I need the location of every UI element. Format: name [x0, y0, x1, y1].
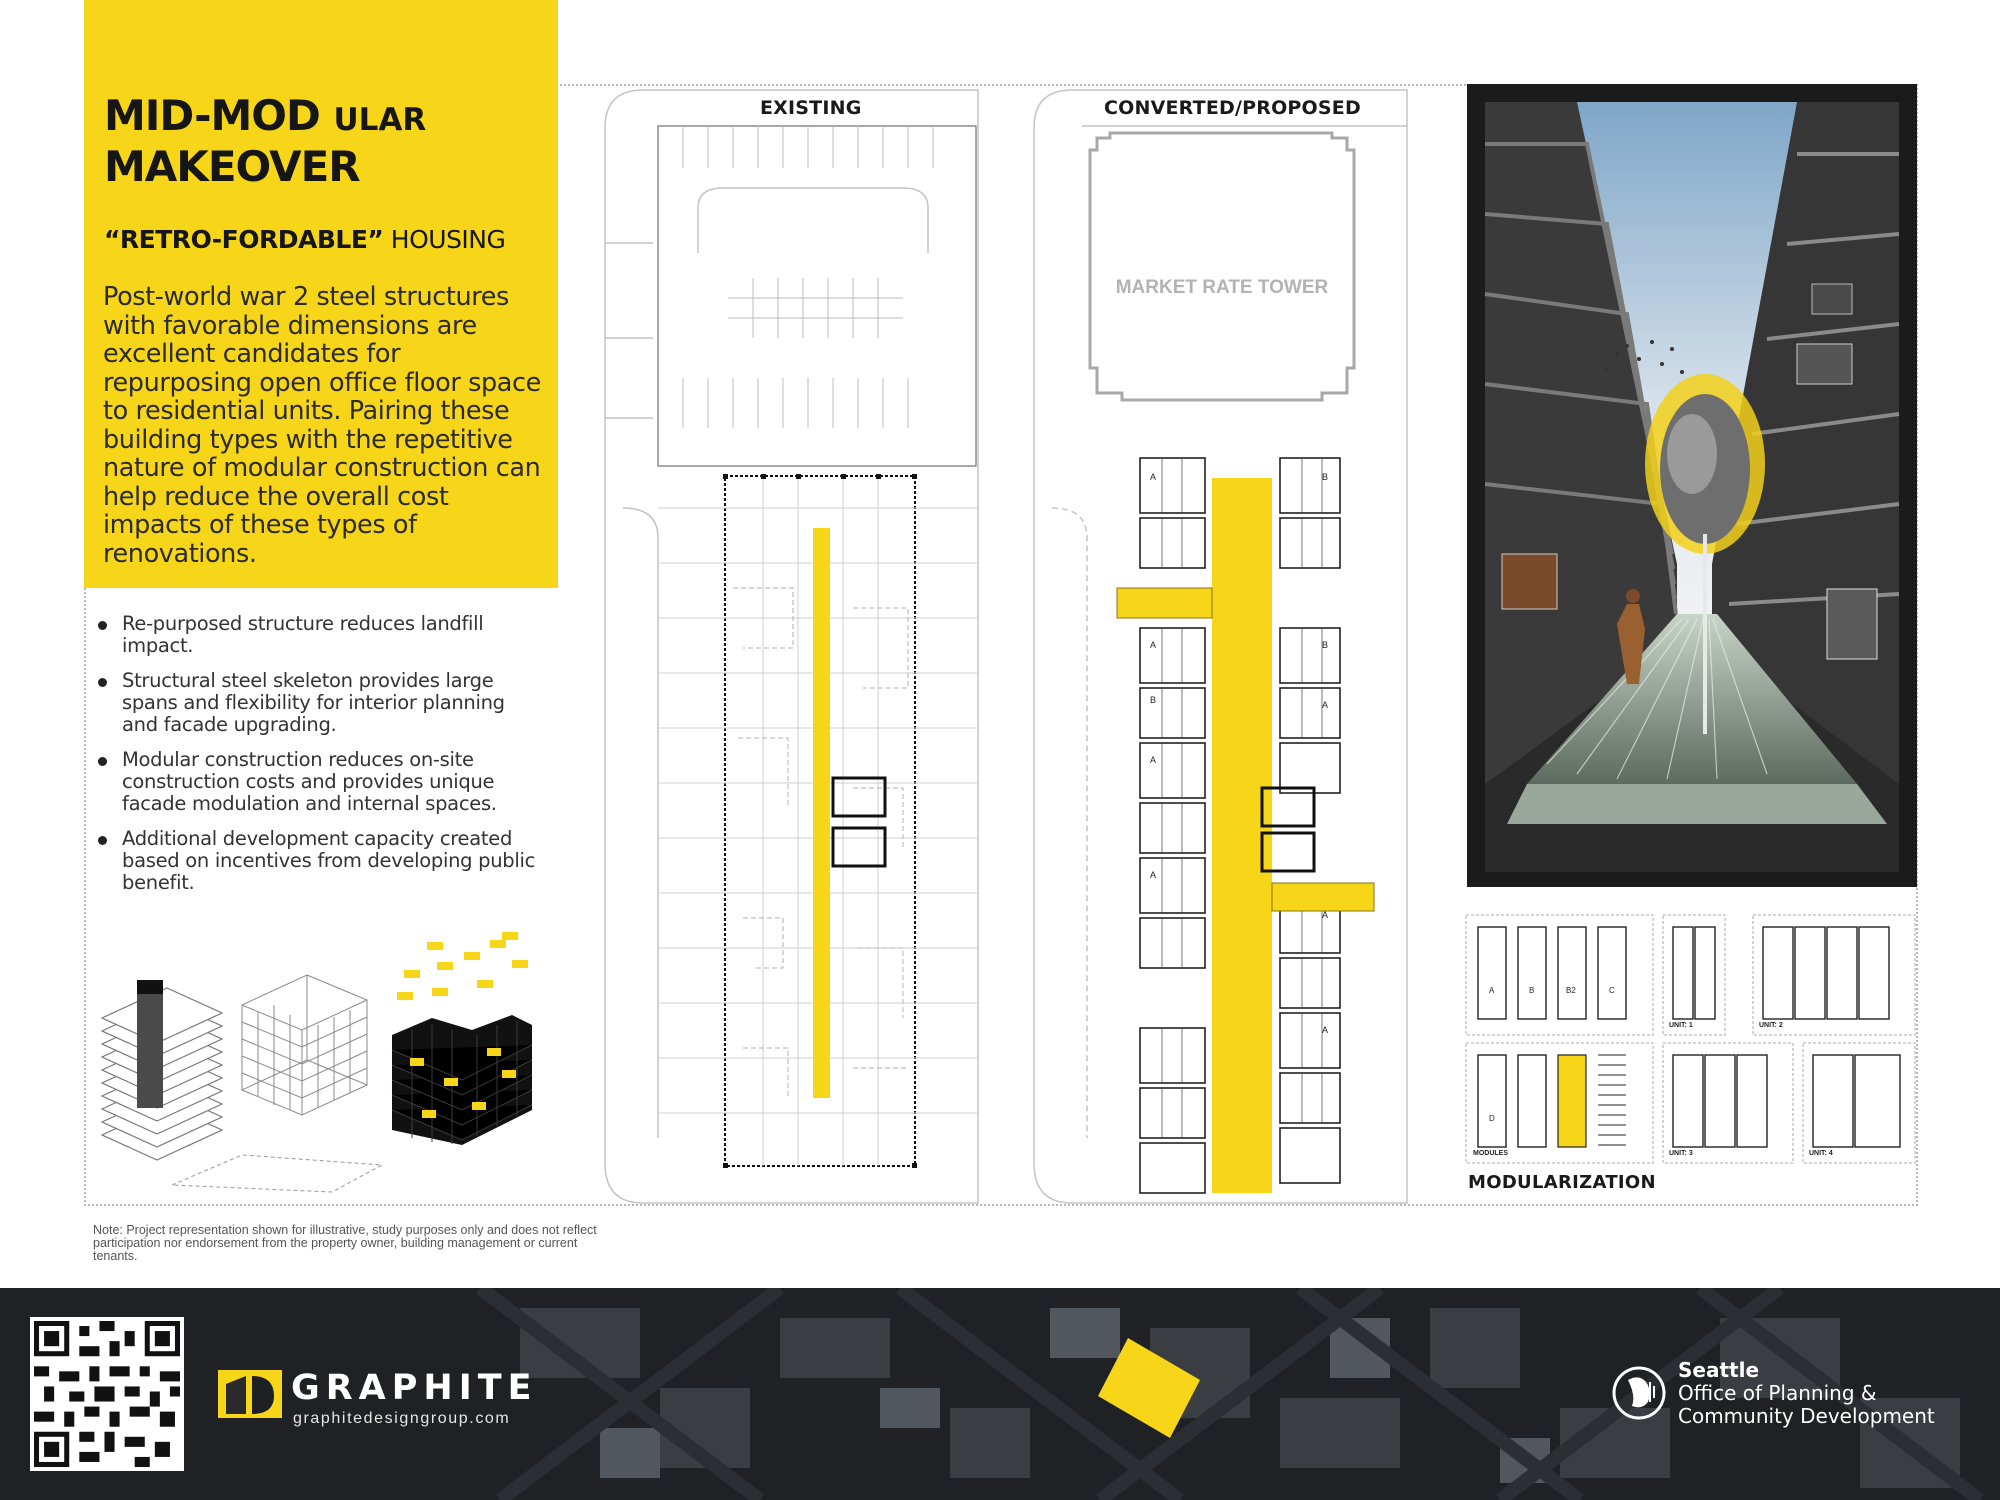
- graphite-logo-icon: [218, 1370, 282, 1418]
- modularization-title: MODULARIZATION: [1468, 1172, 1656, 1193]
- title-line1-suffix: ULAR: [333, 102, 427, 138]
- disclaimer-note: Note: Project representation shown for illustrative, study purposes only and does not reflect participation nor endorsement from the property owner, building management or current tenants.: [93, 1223, 597, 1263]
- firm-url[interactable]: graphitedesigngroup.com: [293, 1410, 511, 1427]
- board-subtitle: [104, 225, 505, 254]
- svg-text:A: A: [1150, 472, 1157, 482]
- footer-bar: [0, 1288, 2000, 1500]
- subtitle-quoted: “RETRO-FORDABLE”: [104, 225, 384, 254]
- qr-code-icon: [34, 1321, 180, 1467]
- agency-line2: Community Development: [1678, 1404, 1935, 1428]
- module-letter: C: [1609, 986, 1615, 995]
- unit-label: UNIT: 3: [1669, 1150, 1693, 1157]
- site-boundary: [605, 90, 978, 1203]
- svg-text:B: B: [1150, 695, 1157, 705]
- steel-frame: [242, 975, 367, 1115]
- modularization-diagram: [1463, 905, 1917, 1167]
- module-corridor: [1558, 1055, 1586, 1147]
- agency-line1: Office of Planning &: [1678, 1381, 1877, 1405]
- svg-text:A: A: [1322, 1025, 1329, 1035]
- bullet-item: Modular construction reduces on-site construction costs and provides unique facade modulation and internal spaces.: [96, 749, 546, 815]
- title-line1: MID-MOD: [104, 91, 320, 140]
- module-letter: B2: [1566, 986, 1576, 995]
- perspective-rendering: [1467, 84, 1917, 887]
- qr-code[interactable]: [30, 1317, 184, 1471]
- unit-label: MODULES: [1473, 1150, 1508, 1157]
- proposed-plan-title: CONVERTED/PROPOSED: [1104, 97, 1361, 119]
- site-outline: [172, 1155, 382, 1192]
- svg-text:A: A: [1322, 700, 1329, 710]
- existing-corridor: [813, 528, 830, 1098]
- bullet-item: Re-purposed structure reduces landfill impact.: [96, 613, 546, 657]
- unit-label: UNIT: 2: [1759, 1022, 1783, 1029]
- firm-name: GRAPHITE: [291, 1368, 538, 1408]
- existing-floor-plan: [603, 88, 983, 1206]
- tree-trunk: [1703, 534, 1707, 734]
- module-drawings: [1478, 927, 1900, 1147]
- stack-core: [137, 988, 163, 1108]
- svg-text:A: A: [1150, 870, 1157, 880]
- amenity-deck-lower: [1272, 883, 1374, 911]
- title-line2: MAKEOVER: [104, 142, 360, 191]
- parking-structure: [658, 126, 976, 466]
- existing-plan-title: EXISTING: [760, 97, 862, 119]
- module-letter: A: [1489, 986, 1495, 995]
- module-letter: D: [1489, 1114, 1495, 1123]
- axonometric-diagram: [92, 930, 572, 1200]
- bullet-list: [96, 613, 546, 907]
- agency-name: [1678, 1359, 1935, 1428]
- existing-core-1: [833, 778, 885, 816]
- seattle-seal-icon: [1612, 1366, 1666, 1420]
- svg-text:A: A: [1150, 640, 1157, 650]
- amenity-deck-upper: [1117, 588, 1212, 618]
- market-rate-tower: [1090, 133, 1354, 400]
- unit-label: UNIT: 1: [1669, 1022, 1693, 1029]
- intro-paragraph: Post-world war 2 steel structures with favorable dimensions are excellent candidates for repurposing open office floor space to residential units. Pairing these building types with the repetitive nature of modular construction can help reduce the overall cost impacts of these types of renovations.: [103, 282, 541, 569]
- bullet-item: Additional development capacity created based on incentives from developing public benefit.: [96, 828, 546, 894]
- subtitle-rest: HOUSING: [383, 225, 506, 254]
- bullet-item: Structural steel skeleton provides large spans and flexibility for interior planning and facade upgrading.: [96, 670, 546, 736]
- svg-text:B: B: [1322, 640, 1329, 650]
- module-letter: B: [1529, 986, 1535, 995]
- market-rate-tower-label: MARKET RATE TOWER: [1115, 277, 1329, 298]
- agency-city: Seattle: [1678, 1358, 1760, 1382]
- svg-text:A: A: [1322, 910, 1329, 920]
- proposed-floor-plan: [1032, 88, 1412, 1206]
- svg-text:B: B: [1322, 472, 1329, 482]
- unit-label: UNIT: 4: [1809, 1150, 1833, 1157]
- svg-text:A: A: [1150, 755, 1157, 765]
- existing-core-2: [833, 828, 885, 866]
- board-title: [104, 91, 427, 191]
